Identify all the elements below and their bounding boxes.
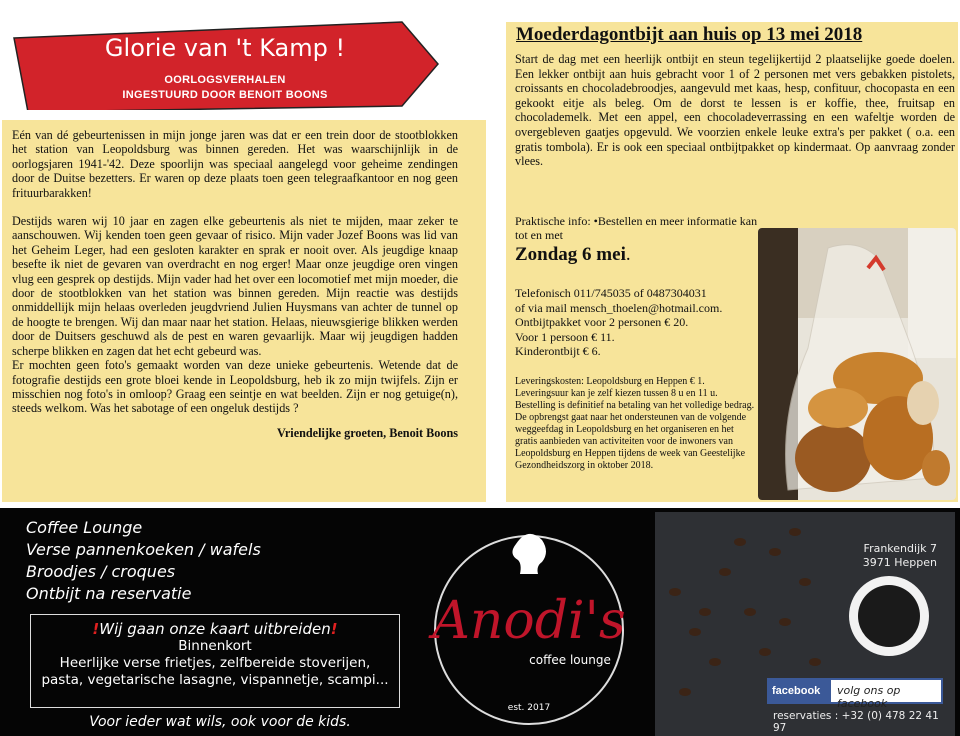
story-paragraph: Eén van dé gebeurtenissen in mijn jonge jaren was dat er een trein door de stootblokken het station van Leopoldsburg was binnen gereden. Het was waarschijnlijk in de oorlogsjaren 1941-'42. Deze spoorlijn was speciaal aangelegd voor geheime zendingen door de Duitse bezetters. Er waren op deze plaats toen geen telegraafkantoor en nog geen frituurbarakken! bbox=[12, 128, 458, 200]
menu-expansion-box bbox=[30, 614, 400, 708]
price-two-persons: Ontbijtpakket voor 2 personen € 20. bbox=[515, 315, 689, 329]
ad-line-sandwiches: Broodjes / croques bbox=[26, 562, 176, 581]
contact-info bbox=[515, 286, 765, 359]
practical-info: Praktische info: •Bestellen en meer informatie kan tot en met bbox=[515, 214, 758, 242]
coffee-photo bbox=[655, 512, 955, 736]
story-paragraph: Destijds waren wij 10 jaar en zagen elke gebeurtenis als niet te mijden, maar zeker te aanschouwen. Wij kenden toen geen gevaar of risico. Mijn vader Jozef Boons was lid van het Geheim Leger, had een gesloten karakter en sprak er nooit over. Als jeugdige knaap besefte ik niet de gevaren van overdracht en nog erger! Maar onze jeugdige oren vingen vlug een gesprek op destijds. Mijn vader had het over een locomotief met mijn moeder, die door de stootblokken van het station was binnen gereden. Mijn reactie was destijds onmiddellijk mijn helaas overleden jeugdvriend Julien Huysmans van achter de tunnel op de hoogte te brengen. Wij dan maar naar het station. Helaas, nieuwsgierige blikken werden door de Duitsers geschuwd als de pest en waren gevaarlijk. Maar wij jeugdigen hadden scherpe blikken en zagen dat het echt gebeurd was. bbox=[12, 214, 458, 358]
menu-expansion-heading: !Wij gaan onze kaart uitbreiden! bbox=[92, 620, 338, 638]
logo-subtitle: coffee lounge bbox=[529, 653, 611, 667]
reservation-phone: reservaties : +32 (0) 478 22 41 97 bbox=[773, 710, 939, 734]
address-city: 3971 Heppen bbox=[862, 556, 937, 569]
facebook-badge[interactable] bbox=[767, 678, 943, 710]
delivery-cost: Leveringskosten: Leopoldsburg en Heppen € 1. bbox=[515, 376, 705, 387]
contact-email: of via mail mensch_thoelen@hotmail.com. bbox=[515, 300, 723, 315]
menu-expansion-item: pasta, vegetarische lasagne, vispannetje, scampi... bbox=[41, 672, 389, 688]
delivery-time: Leveringsuur kan je zelf kiezen tussen 8 u en 11 u. bbox=[515, 388, 718, 399]
address-street: Frankendijk 7 bbox=[863, 542, 937, 555]
exclamation-icon: ! bbox=[92, 620, 100, 638]
ad-footer-slogan: Voor ieder wat wils, ook voor de kids. bbox=[89, 714, 351, 730]
story-signature: Vriendelijke groeten, Benoit Boons bbox=[277, 425, 458, 440]
contact-phone: Telefonisch 011/745035 of 0487304031 bbox=[515, 286, 707, 300]
banner-subtitle: OORLOGSVERHALEN bbox=[164, 74, 286, 86]
anodis-logo bbox=[420, 518, 638, 730]
ad-line-pancakes: Verse pannenkoeken / wafels bbox=[26, 540, 261, 559]
price-one-person: Voor 1 persoon € 11. bbox=[515, 329, 615, 344]
breakfast-bag-photo bbox=[758, 228, 956, 500]
order-deadline bbox=[515, 244, 631, 266]
exclamation-icon: ! bbox=[330, 620, 338, 638]
menu-expansion-soon: Binnenkort bbox=[178, 638, 252, 654]
logo-name: Anodi's bbox=[432, 591, 626, 651]
order-deadline-period: . bbox=[625, 244, 631, 265]
coffee-lounge-ad bbox=[0, 508, 960, 736]
ad-line-coffee-lounge: Coffee Lounge bbox=[26, 518, 143, 537]
proceeds-note: Bestelling is definitief na betaling van het volledige bedrag. De opbrengst gaat naar het ondersteunen van de volgende weggeefdag in Leopoldsburg en het organiseren en het gratis aanbieden van activiteiten voor de inwoners van Leopoldsburg en Heppen tijdens de week van Geestelijke Gezondheidszorg in oktober 2018. bbox=[515, 400, 755, 471]
ad-line-breakfast: Ontbijt na reservatie bbox=[26, 584, 192, 603]
head-silhouette-icon bbox=[512, 534, 546, 574]
price-kids: Kinderontbijt € 6. bbox=[515, 344, 601, 358]
facebook-follow-text: volg ons op facebook bbox=[837, 684, 901, 710]
breakfast-intro: Start de dag met een heerlijk ontbijt en steun tegelijkertijd 2 plaatselijke goede doelen. Een lekker ontbijt aan huis gebracht voor 1 of 2 personen met vers gebakken pistolets, croissants en chocoladebroodjes, aangevuld met kaas, hesp, confituur, chocopasta en een gekookt eitje als beleg. Om de dorst te lessen is er koffie, thee, fruitsap en chocolademelk. Met een appel, een chocoladeverrassing en een wafeltje worden de overgebleven gaatjes opgevuld. We voorzien enkele leuke extra's per pakket ( o.a. een gratis tombola). Er is ook een speciaal ontbijtpakket op kindermaat. Op aanvraag zonder vlees. bbox=[515, 52, 955, 169]
story-article bbox=[2, 120, 486, 502]
logo-established: est. 2017 bbox=[507, 703, 551, 713]
menu-expansion-item: Heerlijke verse frietjes, zelfbereide stoverijen, bbox=[59, 655, 371, 671]
facebook-logo-icon: facebook bbox=[769, 680, 831, 702]
banner-author: INGESTUURD DOOR BENOIT BOONS bbox=[122, 89, 328, 101]
story-paragraph: Er mochten geen foto's gemaakt worden van deze unieke gebeurtenis. Wetende dat de fotografie destijds een grote bloei kende in Leopoldsburg, heb ik zo mijn twijfels. Zijn er misschien nog foto's in omloop? Graag een seintje en wat beelden. Zijn er nog getuige(n), steeds welkom. Was het sabotage of een ongeluk destijds ? bbox=[12, 358, 458, 416]
delivery-small-print bbox=[515, 376, 755, 472]
breakfast-ad bbox=[506, 22, 958, 502]
breakfast-title: Moederdagontbijt aan huis op 13 mei 2018 bbox=[516, 24, 863, 45]
banner-title: Glorie van 't Kamp ! bbox=[104, 34, 346, 62]
order-deadline-date: Zondag 6 mei bbox=[515, 244, 626, 265]
header-banner bbox=[10, 14, 440, 110]
